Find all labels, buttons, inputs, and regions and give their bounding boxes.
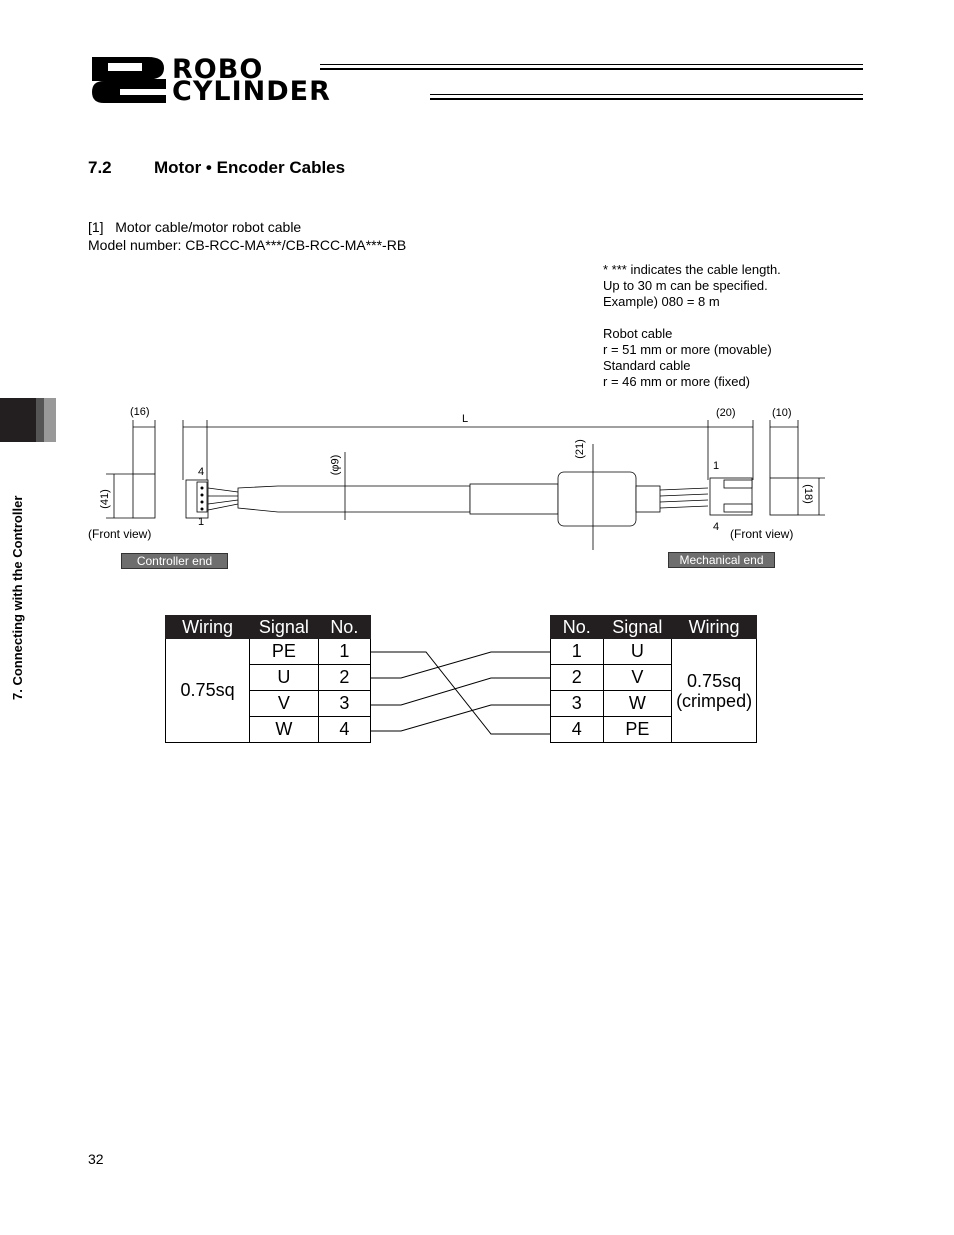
pin-right-bottom: 4	[713, 521, 720, 533]
dim-L: L	[462, 413, 469, 425]
pin-left-top: 4	[198, 466, 205, 478]
note-line: Up to 30 m can be specified.	[603, 278, 768, 293]
table-row	[166, 639, 371, 665]
mechanical-front-view	[770, 478, 798, 515]
dim-18: (18)	[801, 484, 814, 504]
dim-10: (10)	[772, 407, 792, 419]
header-wiring: Wiring	[166, 616, 250, 639]
wiring-spec	[672, 639, 757, 743]
header-rule-top	[320, 64, 863, 70]
wiring-spec-line2: (crimped)	[676, 690, 753, 711]
mechanical-end-tag: Mechanical end	[668, 552, 775, 568]
logo	[90, 55, 170, 105]
signal-cell: W	[250, 717, 319, 743]
section-title: Motor • Encoder Cables	[154, 158, 346, 177]
dim-16: (16)	[130, 406, 150, 418]
wiring-table-mechanical	[550, 615, 757, 743]
header-wiring: Wiring	[672, 616, 757, 639]
wiring-spec: 0.75sq	[166, 639, 250, 743]
dim-41: (41)	[98, 489, 111, 509]
header-no: No.	[318, 616, 370, 639]
controller-end-tag: Controller end	[121, 553, 228, 569]
wiring-spec-line1: 0.75sq	[687, 670, 742, 691]
header-rule-bottom	[430, 94, 863, 100]
signal-cell: U	[603, 639, 672, 665]
cable-item-label: [1] Motor cable/motor robot cable	[88, 219, 302, 235]
note-line: Standard cable	[603, 358, 691, 373]
pin-cell: 2	[551, 665, 604, 691]
signal-cell: W	[603, 691, 672, 717]
wire-connections	[371, 640, 551, 750]
chapter-label: 7. Connecting with the Controller	[10, 495, 25, 700]
controller-front-view	[133, 474, 155, 518]
signal-cell: V	[250, 691, 319, 717]
cable-notes	[603, 262, 863, 390]
header-signal: Signal	[250, 616, 319, 639]
header-signal: Signal	[603, 616, 672, 639]
pin-cell: 1	[551, 639, 604, 665]
note-line: Robot cable	[603, 326, 673, 341]
pin-right-top: 1	[713, 460, 720, 472]
logo-line-2: CYLINDER	[172, 76, 331, 107]
pin-cell: 3	[551, 691, 604, 717]
signal-cell: V	[603, 665, 672, 691]
note-line: r = 51 mm or more (movable)	[603, 342, 772, 357]
page-number: 32	[88, 1151, 104, 1167]
note-line: * *** indicates the cable length.	[603, 262, 781, 277]
signal-cell: PE	[250, 639, 319, 665]
note-line: Example) 080 = 8 m	[603, 294, 720, 309]
pin-cell: 2	[318, 665, 370, 691]
section-number: 7.2	[88, 158, 112, 177]
header-no: No.	[551, 616, 604, 639]
front-view-right: (Front view)	[730, 527, 794, 541]
pin-cell: 3	[318, 691, 370, 717]
logo-line-1: ROBO	[172, 54, 264, 85]
note-line	[603, 310, 863, 326]
dim-21: (21)	[573, 439, 586, 459]
pin-cell: 4	[551, 717, 604, 743]
pin-cell: 1	[318, 639, 370, 665]
wiring-table-controller	[165, 615, 371, 743]
dim-phi9: (φ9)	[329, 454, 342, 476]
dim-20: (20)	[716, 407, 736, 419]
pin-cell: 4	[318, 717, 370, 743]
front-view-left: (Front view)	[88, 527, 152, 541]
model-number: Model number: CB-RCC-MA***/CB-RCC-MA***-RB	[88, 237, 407, 253]
rc-logo-mark	[90, 55, 170, 105]
chapter-tab	[0, 398, 56, 442]
note-line: r = 46 mm or more (fixed)	[603, 374, 751, 389]
signal-cell: PE	[603, 717, 672, 743]
pin-left-bottom: 1	[198, 516, 205, 528]
signal-cell: U	[250, 665, 319, 691]
table-row	[551, 639, 757, 665]
